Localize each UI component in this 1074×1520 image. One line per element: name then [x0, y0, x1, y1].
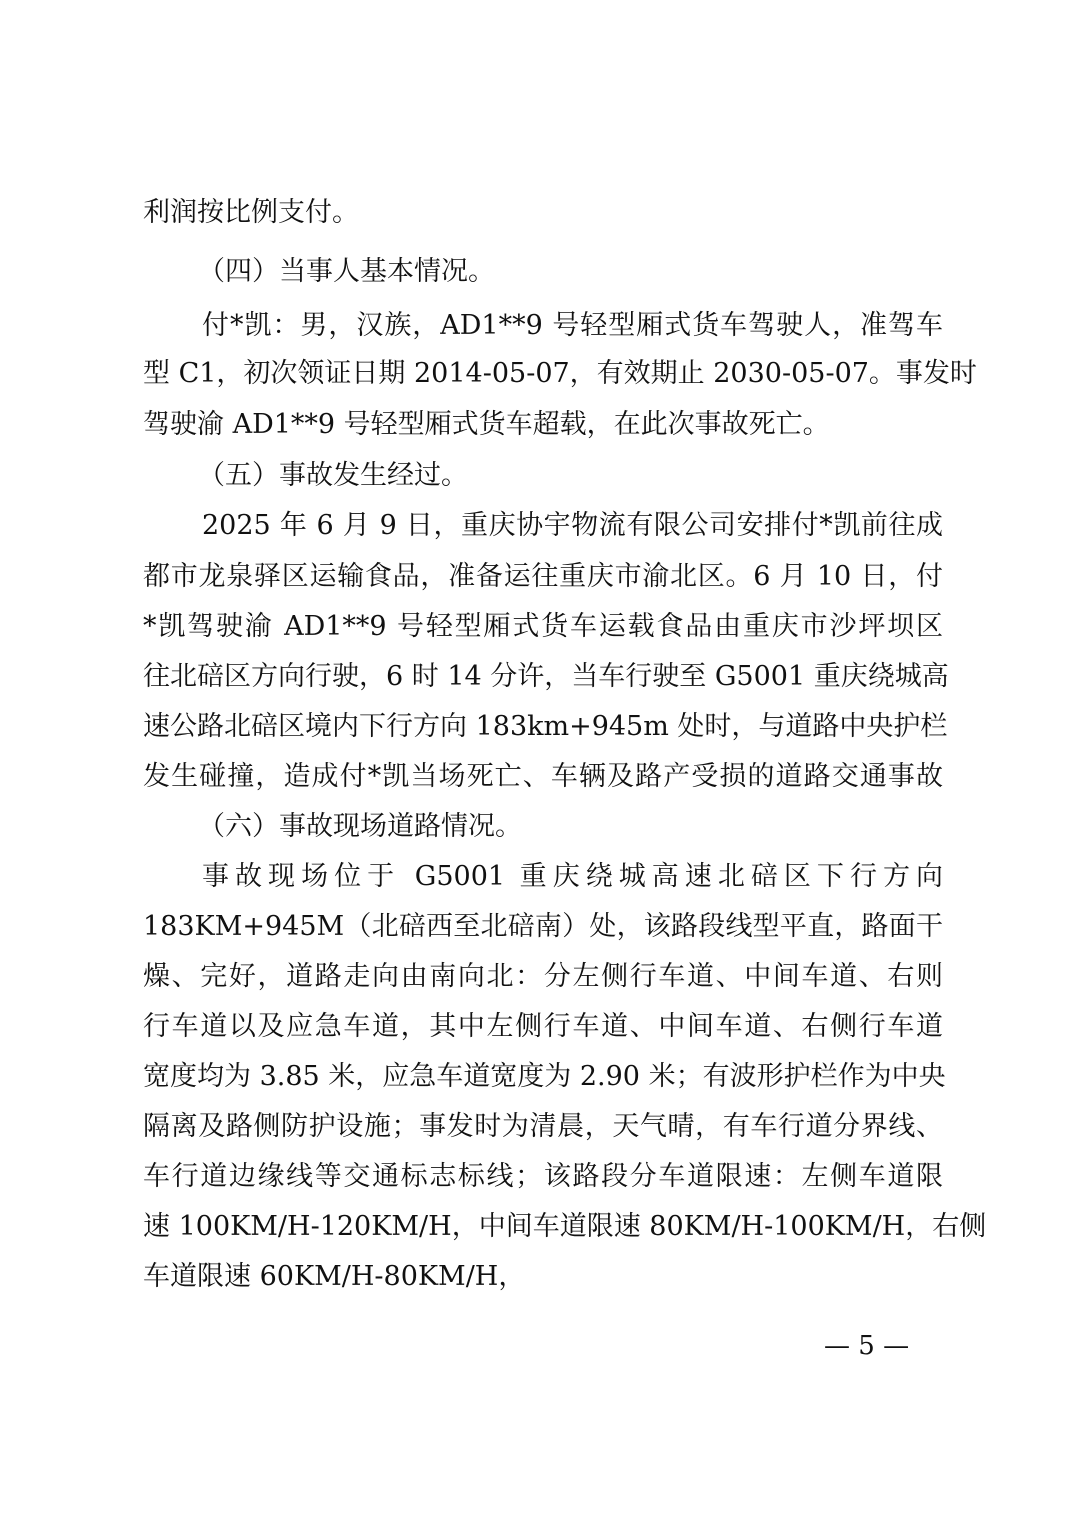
text-line: 宽度均为 3.85 米，应急车道宽度为 2.90 米；有波形护栏作为中央 [143, 1061, 946, 1092]
text-line: *凯驾驶渝 AD1**9 号轻型厢式货车运载食品由重庆市沙坪坝区 [143, 611, 943, 642]
text-line: 车行道边缘线等交通标志标线；该路段分车道限速：左侧车道限 [143, 1161, 943, 1192]
text-line: 行车道以及应急车道，其中左侧行车道、中间车道、右侧行车道 [143, 1011, 943, 1042]
text-line: 183KM+945M（北碚西至北碚南）处，该路段线型平直，路面干 [143, 911, 943, 942]
text-line: 2025 年 6 月 9 日，重庆协宇物流有限公司安排付*凯前往成 [202, 510, 943, 541]
section-heading: （四）当事人基本情况。 [198, 256, 495, 287]
text-line: 车道限速 60KM/H-80KM/H， [143, 1261, 526, 1292]
text-line: 燥、完好，道路走向由南向北：分左侧行车道、中间车道、右则 [143, 961, 943, 992]
page-number: — 5 — [824, 1331, 910, 1361]
text-line: 速公路北碚区境内下行方向 183km+945m 处时，与道路中央护栏 [143, 711, 948, 742]
text-line: 事故现场位于 G5001 重庆绕城高速北碚区下行方向 [202, 861, 943, 892]
text-line: 利润按比例支付。 [143, 197, 359, 228]
text-line: 往北碚区方向行驶，6 时 14 分许，当车行驶至 G5001 重庆绕城高 [143, 661, 949, 692]
text-line: 速 100KM/H-120KM/H，中间车道限速 80KM/H-100KM/H，右侧 [143, 1211, 987, 1242]
text-line: 型 C1，初次领证日期 2014-05-07，有效期止 2030-05-07。事发时 [143, 358, 977, 389]
section-heading: （五）事故发生经过。 [198, 460, 468, 491]
text-line: 付*凯：男，汉族，AD1**9 号轻型厢式货车驾驶人，准驾车 [202, 310, 943, 341]
section-heading: （六）事故现场道路情况。 [198, 811, 522, 842]
text-line: 隔离及路侧防护设施；事发时为清晨，天气晴，有车行道分界线、 [143, 1111, 943, 1142]
text-line: 发生碰撞，造成付*凯当场死亡、车辆及路产受损的道路交通事故 [143, 761, 943, 792]
text-line: 都市龙泉驿区运输食品，准备运往重庆市渝北区。6 月 10 日，付 [143, 561, 943, 592]
text-line: 驾驶渝 AD1**9 号轻型厢式货车超载，在此次事故死亡。 [143, 409, 830, 440]
